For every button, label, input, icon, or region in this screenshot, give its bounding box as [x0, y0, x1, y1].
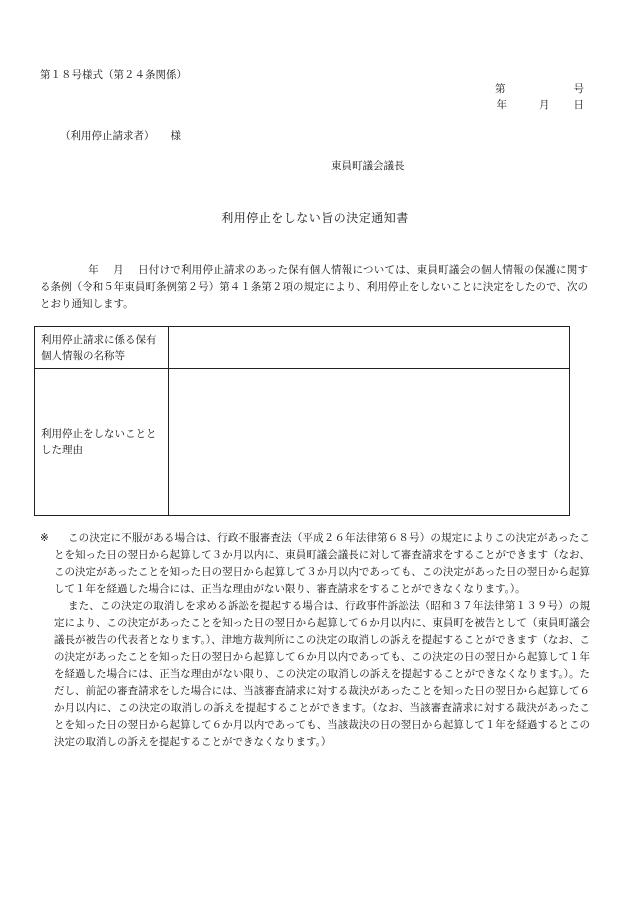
date-day: 日	[573, 99, 584, 111]
note-paragraph-lawsuit: また、この決定の取消しを求める訴訟を提起する場合は、行政事件訴訟法（昭和３７年法律第１３９号）の規定により、この決定があったことを知った日の翌日から起算して６か月以内に、東員町を被告として（東員町議会議長が被告の代表者となります。）、津地方裁判所にこの決定の取消しの訴えを提起することができます（なお、この決定があったことを知った日の翌日から起算して６か月以内であっても、この決定の日の翌日から起算して１年を経過した場合には、正当な理由がない限り、この決定の取消しの訴えを提起することができなくなります。）。ただし、前記の審査請求をした場合には、当該審査請求に対する裁決があったことを知った日の翌日から起算して６か月以内に、この決定の取消しの訴えを提起することができます。（なお、当該審査請求に対する裁決があったことを知った日の翌日から起算して６か月以内であっても、当該裁決の日の翌日から起算して１年を経過するとこの決定の取消しの訴えを提起することができなくなります。）	[54, 600, 590, 748]
form-number: 第１８号様式（第２４条関係）	[40, 69, 187, 81]
body-month: 月	[112, 264, 124, 276]
doc-no-suffix: 号	[573, 83, 584, 95]
document-number	[495, 81, 584, 96]
info-table	[34, 326, 570, 516]
recipient-label: （利用停止請求者）	[60, 130, 155, 142]
doc-no-prefix: 第	[495, 83, 506, 95]
document-date	[497, 97, 585, 112]
sender: 東員町議会議長	[331, 160, 405, 172]
table-row-target-info	[35, 327, 569, 369]
date-year: 年	[496, 99, 507, 111]
notes-section	[40, 530, 590, 751]
table-row-reason	[35, 369, 569, 515]
body-paragraph	[40, 262, 588, 313]
row-label-reason: 利用停止をしないこととした理由	[41, 428, 157, 456]
body-text: 日付けで利用停止請求のあった保有個人情報については、東員町議会の個人情報の保護に関する条例（令和５年東員町条例第２号）第４１条第２項の規定により、利用停止をしないことに決定をしたので、次のとおり通知します。	[40, 264, 589, 310]
note-paragraph-appeal: この決定に不服がある場合は、行政不服審査法（平成２６年法律第６８号）の規定によりこの決定があったことを知った日の翌日から起算して３か月以内に、東員町議会議長に対して審査請求をすることができます（なお、この決定があったことを知った日の翌日から起算して３か月以内であっても、この決定があった日の翌日から起算して１年を経過した場合には、正当な理由がない限り、審査請求をすることができなくなります。）。	[54, 532, 590, 595]
document-title: 利用停止をしない旨の決定通知書	[221, 211, 409, 225]
recipient	[60, 128, 181, 143]
recipient-honorific: 様	[170, 130, 181, 142]
note-mark: ※	[40, 532, 49, 544]
row-label-target-info: 利用停止請求に係る保有個人情報の名称等	[41, 334, 157, 362]
date-month: 月	[539, 99, 550, 111]
body-year: 年	[88, 264, 99, 276]
